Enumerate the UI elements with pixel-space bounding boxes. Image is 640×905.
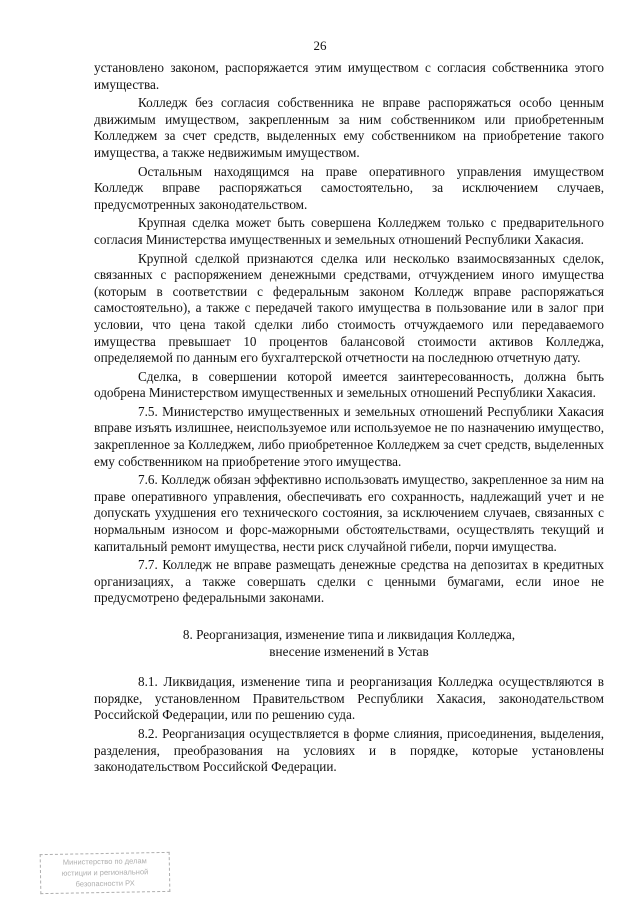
- paragraph-7-6: 7.6. Колледж обязан эффективно использовать имущество, закрепленное за ним на праве оперативного управления, обеспечивать его сохранность, надлежащий учет и не допускать ухудшения его технического состояния, за исключением случаев, связанных с нормальным износом и форс-мажорными обстоятельствами, осуществлять текущий и капитальный ремонт имущества, нести риск случайной гибели, порчи имущества.: [94, 472, 604, 554]
- paragraph-7-7: 7.7. Колледж не вправе размещать денежные средства на депозитах в кредитных организациях, а также совершать сделки с ценными бумагами, если иное не предусмотрено федеральными законами.: [94, 557, 604, 606]
- section-heading: [94, 627, 604, 660]
- document-body: [94, 60, 604, 776]
- page-number: 26: [313, 38, 327, 53]
- registration-stamp: [40, 852, 171, 894]
- section-heading-line: внесение изменений в Устав: [269, 643, 429, 659]
- section-heading-line: 8. Реорганизация, изменение типа и ликвидация Колледжа,: [182, 627, 516, 642]
- stamp-line: Министерство по делам: [62, 856, 147, 867]
- paragraph: установлено законом, распоряжается этим имуществом с согласия собственника этого имущества.: [94, 60, 604, 92]
- paragraph: Колледж без согласия собственника не вправе распоряжаться особо ценным движимым имуществом, закрепленным за ним собственником или приобретенным Колледжем за счет средств, выделенных ему собственником на приобретение такого имущества, а также недвижимым имуществом.: [94, 95, 604, 160]
- stamp-line: безопасности РХ: [75, 878, 135, 889]
- paragraph-8-1: 8.1. Ликвидация, изменение типа и реорганизация Колледжа осуществляются в порядке, установленном Правительством Республики Хакасия, законодательством Российской Федерации, или по решению суда.: [94, 674, 604, 723]
- paragraph: Крупная сделка может быть совершена Колледжем только с предварительного согласия Министерства имущественных и земельных отношений Республики Хакасия.: [94, 215, 604, 247]
- paragraph: Крупной сделкой признаются сделка или несколько взаимосвязанных сделок, связанных с распоряжением денежными средствами, отчуждением иного имущества (которым в соответствии с федеральным законом Колледж вправе распоряжаться самостоятельно), а также с передачей такого имущества в пользование или в залог при условии, что цена такой сделки либо стоимость отчуждаемого или передаваемого имущества превышает 10 процентов балансовой стоимости активов Колледжа, определяемой по данным его бухгалтерской отчетности на последнюю отчетную дату.: [94, 250, 604, 366]
- stamp-line: юстиции и региональной: [61, 867, 149, 878]
- paragraph-8-2: 8.2. Реорганизация осуществляется в форме слияния, присоединения, выделения, разделения, преобразования на условиях и в порядке, которые установлены законодательством Российской Федерации.: [94, 725, 604, 775]
- paragraph-7-5: 7.5. Министерство имущественных и земельных отношений Республики Хакасия вправе изъять излишнее, неиспользуемое или используемое не по назначению имущество, закрепленное за Колледжем, либо приобретенное Колледжем за счет средств, выделенных ему собственником на приобретение этого имущества.: [94, 403, 604, 469]
- paragraph: Сделка, в совершении которой имеется заинтересованность, должна быть одобрена Министерством имущественных и земельных отношений Республики Хакасия.: [94, 368, 604, 401]
- paragraph: Остальным находящимся на праве оперативного управления имуществом Колледж вправе распоряжаться самостоятельно, за исключением случаев, предусмотренных законодательством.: [94, 163, 604, 212]
